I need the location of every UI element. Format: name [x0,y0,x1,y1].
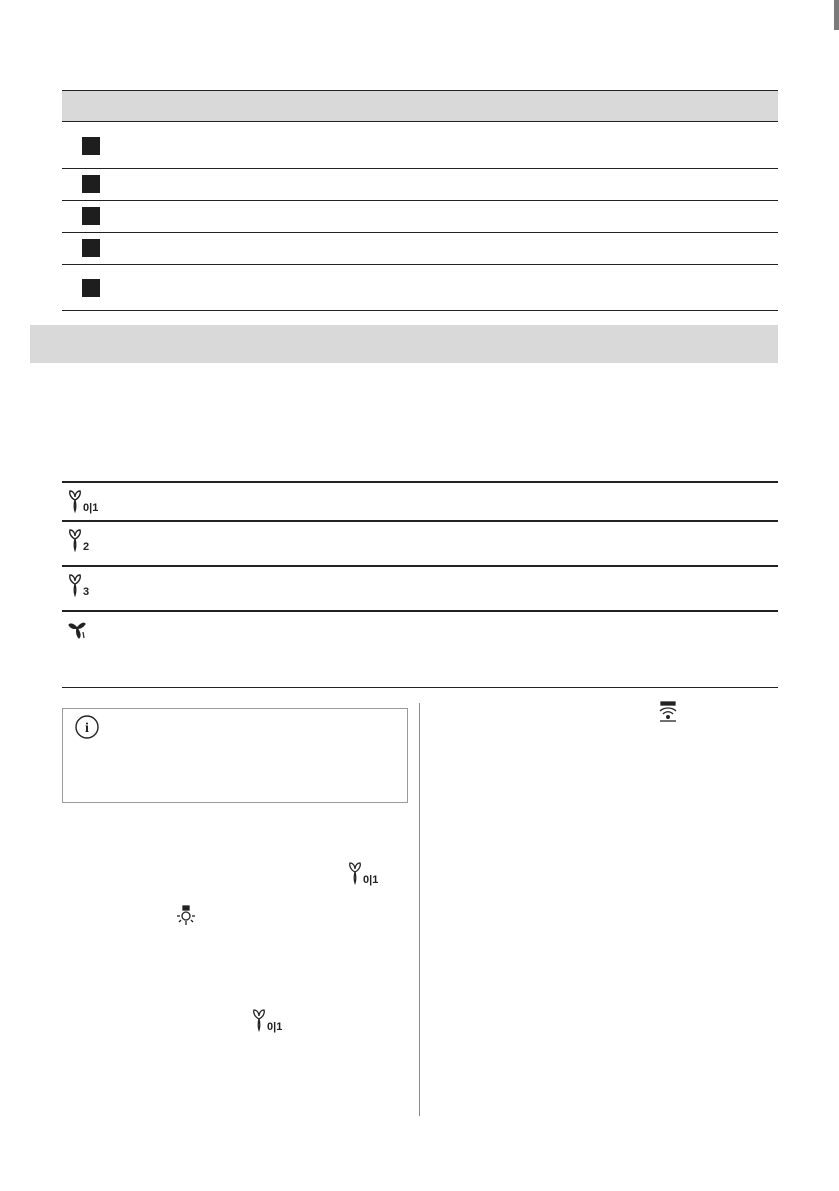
fan-speed-table [62,481,778,688]
light-bulb-icon [174,904,198,928]
square-marker-icon [82,137,100,155]
fan-speed-2-label: 2 [83,541,90,553]
fan-speed-1-inline-icon-2 [250,1009,290,1033]
fan-speed-1-icon [66,489,106,515]
fan-boost-icon [66,618,96,644]
fan-speed-1-label: 0|1 [83,502,99,514]
fan-speed-1-inline-icon [346,862,386,886]
section-heading-bar [30,325,778,363]
table-row [62,233,778,265]
square-marker-icon [82,279,100,297]
table-row [62,122,778,169]
square-marker-icon [82,175,100,193]
fan-speed-3-label: 3 [83,586,90,598]
table-row [62,265,778,311]
square-marker-icon [82,207,100,225]
page-edge-mark [834,0,839,30]
table-row [62,483,778,522]
fan-speed-3-icon [66,573,100,599]
table-row [62,169,778,201]
table-header-row [62,90,778,122]
square-marker-icon [82,239,100,257]
column-divider [419,703,420,1116]
hob-to-hood-wifi-icon [656,700,680,724]
table-row [62,612,778,688]
fan-speed-2-icon [66,528,100,554]
info-icon [74,714,100,740]
table-row [62,567,778,612]
table-row [62,522,778,567]
control-panel-table [62,90,778,311]
info-note-box [62,708,408,803]
fan-speed-1-inline-label-2: 0|1 [267,1021,283,1033]
info-icon-glyph: i [85,721,89,736]
table-row [62,201,778,233]
fan-speed-1-inline-label: 0|1 [363,874,379,886]
